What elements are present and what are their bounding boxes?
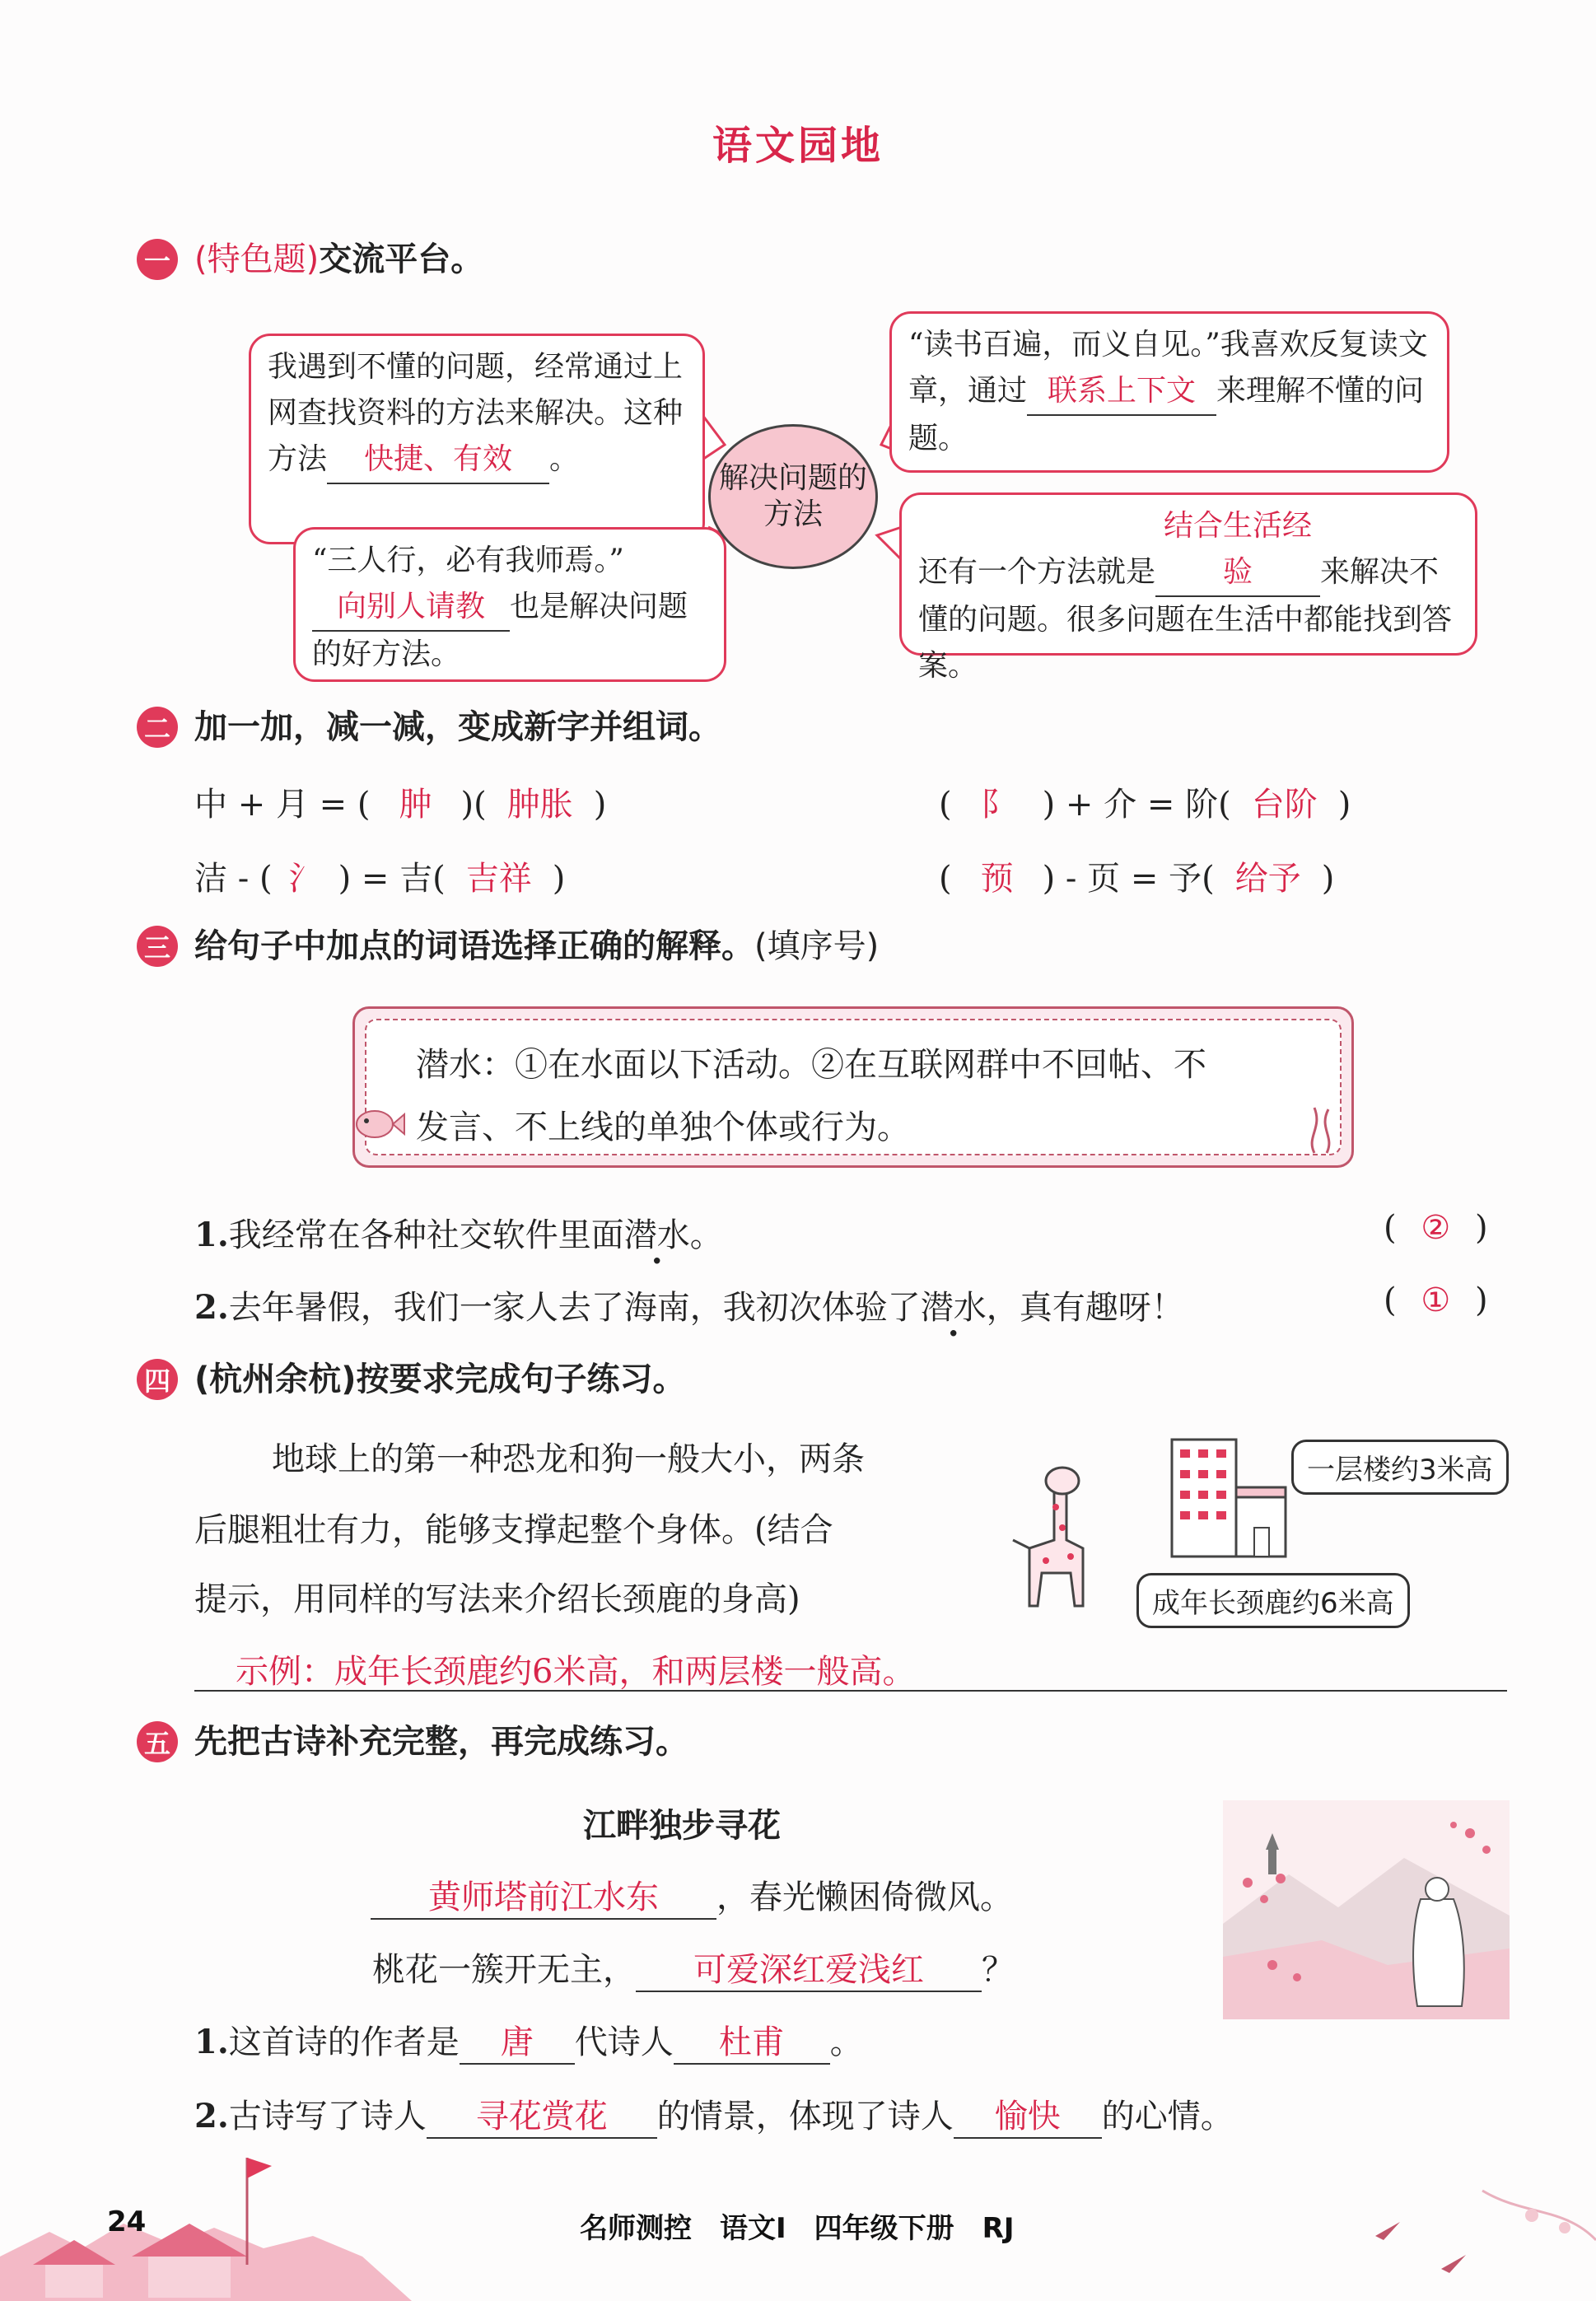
bubble-life-end: 来解决不懂的问题。很多问题在生活中都能找到答案。 <box>918 555 1453 683</box>
s5-q1-text-b: 代诗人 <box>574 2023 674 2061</box>
s5-q2-text-b: 的情景，体现了诗人 <box>656 2098 954 2135</box>
poem-line-2 <box>372 1944 1015 1992</box>
row2l-answer2: 吉祥 <box>465 860 532 898</box>
q3-1-text: 我经常在各种社交软件里面 <box>228 1216 624 1254</box>
answer-3-1: ( ② ) <box>1384 1209 1488 1247</box>
poem-line-2-answer: 可爱深红爱浅红 <box>636 1944 982 1992</box>
section-4-tag: (杭州余杭) <box>194 1361 357 1398</box>
callout-floor-height: 一层楼约3米高 <box>1291 1440 1509 1495</box>
row1r-mid: ) + 介 = 阶( <box>1042 786 1231 824</box>
word-row-1-left <box>194 778 606 825</box>
word-row-2-right <box>939 852 1334 899</box>
row1r-end: ) <box>1337 786 1351 824</box>
poem-line-1 <box>371 1871 1013 1920</box>
section-4-number: 四 <box>137 1359 178 1400</box>
bubble-life-text: 还有一个方法就是 <box>918 555 1156 589</box>
q3-1-number: 1. <box>194 1216 229 1254</box>
definition-box <box>352 1006 1354 1168</box>
footer-village-decoration <box>0 2141 412 2301</box>
row2l-mid: ) = 吉( <box>338 860 446 898</box>
section-3-hint: (填序号) <box>754 927 880 965</box>
s5-q2-number: 2. <box>194 2097 229 2135</box>
s4-p2-tail: (结合 <box>754 1511 833 1549</box>
s5-question-1 <box>194 2016 863 2065</box>
section-4-title: 按要求完成句子练习。 <box>356 1361 686 1398</box>
section-5-number: 五 <box>137 1721 178 1762</box>
s5-q2-end: 的心情。 <box>1101 2098 1234 2135</box>
bubble-internet-end: 。 <box>549 442 580 476</box>
poem-title: 江畔独步寻花 <box>583 1807 781 1845</box>
q3-1-answer: ② <box>1421 1209 1451 1247</box>
s5-q1-number: 1. <box>194 2023 229 2061</box>
bubble-life-experience <box>899 492 1477 683</box>
s4-paragraph-3: 提示，用同样的写法来介绍长颈鹿的身高) <box>194 1580 800 1618</box>
row1r-answer2: 台阶 <box>1251 786 1318 824</box>
building-illustration <box>1165 1433 1289 1561</box>
bubble-context-text: “读书百遍，而义自见。”我喜欢反复读文章，通过 <box>908 328 1428 408</box>
q3-2-text: 去年暑假，我们一家人去了海南，我初次体验了 <box>228 1289 921 1327</box>
bubble-ask-text: “三人行，必有我师焉。” <box>312 544 624 577</box>
bubble-internet-text: 我遇到不懂的问题，经常通过上网查找资料的方法来解决。这种方法 <box>268 350 684 476</box>
row2r-mid: ) - 页 = 予( <box>1042 860 1215 898</box>
row1r-start: ( <box>939 786 952 824</box>
row1l-text: 中 + 月 = ( <box>194 786 371 824</box>
seaweed-icon <box>1302 1099 1343 1157</box>
section-2-number: 二 <box>137 707 178 748</box>
bubble-context-answer: 联系上下文 <box>1027 368 1216 416</box>
section-3-title: 给句子中加点的词语选择正确的解释。 <box>194 927 754 965</box>
definition-line-2: 发言、不上线的单独个体或行为。 <box>416 1108 910 1146</box>
row2r-answer1: 预 <box>980 860 1014 898</box>
bubble-context-end: 来理解不懂的问题。 <box>908 374 1425 455</box>
center-topic: 解决问题的方法 <box>708 424 878 569</box>
fish-icon <box>348 1099 406 1149</box>
section-4-heading <box>194 1359 686 1400</box>
row2r-start: ( <box>939 860 952 898</box>
s5-q2-text-a: 古诗写了诗人 <box>228 2098 427 2135</box>
s4-answer: 示例：成年长颈鹿约6米高，和两层楼一般高。 <box>236 1653 916 1691</box>
bubble-life-answer: 结合生活经验 <box>1155 503 1320 597</box>
s5-question-2 <box>194 2090 1234 2139</box>
s4-p2-text: 后腿粗壮有力，能够支撑起整个身体。 <box>194 1511 754 1549</box>
word-row-2-left <box>194 852 565 899</box>
row1r-answer1: 阝 <box>980 786 1014 824</box>
question-3-2 <box>194 1281 1184 1328</box>
bubble-ask-answer: 向别人请教 <box>312 584 510 632</box>
s5-q1-answer-1: 唐 <box>460 2016 575 2065</box>
s5-q2-answer-1: 寻花赏花 <box>427 2090 657 2139</box>
definition-line-1: 潜水：①在水面以下活动。②在互联网群中不回帖、不 <box>416 1046 1206 1084</box>
callout-giraffe-height: 成年长颈鹿约6米高 <box>1136 1573 1410 1628</box>
bubble-internet <box>249 334 705 544</box>
s4-paragraph-1: 地球上的第一种恐龙和狗一般大小，两条 <box>272 1440 865 1478</box>
q3-2-end: ，真有趣呀！ <box>986 1289 1184 1327</box>
q3-2-dotted-word: 潜水 <box>920 1289 987 1327</box>
s4-paragraph-2 <box>194 1504 833 1551</box>
row2l-answer1: 氵 <box>288 860 322 898</box>
row1l-answer2: 肿胀 <box>506 786 573 824</box>
giraffe-illustration <box>1005 1458 1120 1614</box>
definition-inner <box>365 1019 1342 1155</box>
row2l-text: 洁 - ( <box>194 860 273 898</box>
section-1-number: 一 <box>137 239 178 280</box>
row2l-end: ) <box>552 860 566 898</box>
bubble-ask-end: 也是解决问题的好方法。 <box>312 590 688 671</box>
s5-q2-answer-2: 愉快 <box>954 2090 1102 2139</box>
section-1-title: 交流平台。 <box>319 240 484 278</box>
page-title: 语文园地 <box>712 123 884 169</box>
bubble-internet-answer: 快捷、有效 <box>327 436 549 484</box>
section-2-heading: 加一加，减一减，变成新字并组词。 <box>194 708 721 746</box>
poem-line-2-text: 桃花一簇开无主， <box>372 1951 636 1989</box>
q3-2-answer: ① <box>1421 1281 1451 1319</box>
s4-answer-line <box>194 1690 1507 1692</box>
bubble-ask-others <box>293 527 726 682</box>
s5-q1-end: 。 <box>829 2023 863 2061</box>
section-5-heading: 先把古诗补充完整，再完成练习。 <box>194 1723 688 1761</box>
word-row-1-right <box>939 778 1351 825</box>
s5-q1-answer-2: 杜甫 <box>674 2016 830 2065</box>
section-1-tag: (特色题) <box>194 240 320 278</box>
answer-3-2: ( ① ) <box>1384 1281 1488 1319</box>
poem-line-2-end: ？ <box>982 1951 1015 1989</box>
q3-2-number: 2. <box>194 1288 229 1327</box>
poem-line-1-answer: 黄师塔前江水东 <box>371 1871 716 1920</box>
footer-book-info: 名师测控 语文Ⅰ 四年级下册 RJ <box>580 2212 1015 2245</box>
section-3-number: 三 <box>137 926 178 967</box>
q3-1-end: 。 <box>689 1216 723 1254</box>
section-3-heading <box>194 926 879 967</box>
question-3-1 <box>194 1209 723 1256</box>
row1l-mid: )( <box>460 786 487 824</box>
row1l-end: ) <box>593 786 607 824</box>
q3-1-dotted-word: 潜水 <box>623 1216 690 1254</box>
page-number: 24 <box>107 2205 147 2238</box>
row2r-answer2: 给予 <box>1234 860 1301 898</box>
poem-illustration <box>1223 1800 1510 2019</box>
row2r-end: ) <box>1321 860 1335 898</box>
row1l-answer1: 肿 <box>399 786 432 824</box>
poem-line-1-text: ，春光懒困倚微风。 <box>716 1879 1013 1916</box>
footer-swallows-decoration <box>1318 2158 1596 2301</box>
bubble-context <box>889 311 1449 473</box>
s5-q1-text-a: 这首诗的作者是 <box>228 2023 460 2061</box>
